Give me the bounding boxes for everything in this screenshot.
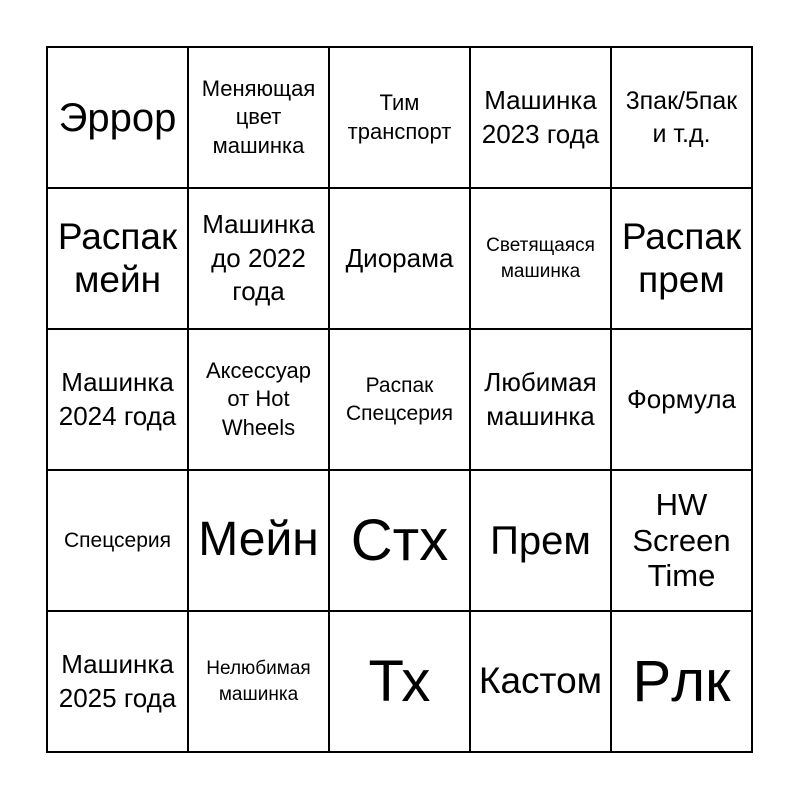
bingo-cell-r1-c3[interactable]	[329, 47, 470, 188]
bingo-cell-r2-c3[interactable]	[329, 188, 470, 329]
bingo-cell-text: Кастом	[478, 660, 603, 702]
bingo-cell-text: Любимая машинка	[484, 366, 597, 431]
bingo-cell-r2-c4[interactable]	[470, 188, 611, 329]
bingo-cell-text: Эррор	[58, 95, 177, 140]
bingo-cell-text: Спецсерия	[64, 528, 171, 552]
bingo-cell-r4-c1[interactable]	[47, 470, 188, 611]
bingo-cell-r1-c4[interactable]	[470, 47, 611, 188]
bingo-cell-text: Мейн	[198, 513, 319, 567]
bingo-cell-text: Машинка до 2022 года	[202, 208, 315, 307]
bingo-cell-r4-c4[interactable]	[470, 470, 611, 611]
bingo-cell-r3-c3[interactable]	[329, 329, 470, 470]
bingo-cell-text: Машинка 2025 года	[58, 648, 177, 713]
bingo-cell-r5-c1[interactable]	[47, 611, 188, 752]
bingo-cell-text: Меняющая цвет машинка	[201, 75, 316, 158]
bingo-cell-r5-c5[interactable]	[611, 611, 752, 752]
bingo-cell-r4-c3[interactable]	[329, 470, 470, 611]
bingo-cell-r1-c2[interactable]	[188, 47, 329, 188]
bingo-cell-text: Стх	[350, 507, 449, 573]
bingo-cell-r2-c1[interactable]	[47, 188, 188, 329]
bingo-cell-r5-c2[interactable]	[188, 611, 329, 752]
bingo-cell-r3-c2[interactable]	[188, 329, 329, 470]
bingo-cell-text: Распак Спецсерия	[346, 374, 453, 425]
bingo-cell-r2-c2[interactable]	[188, 188, 329, 329]
bingo-cell-r3-c1[interactable]	[47, 329, 188, 470]
bingo-cell-text: 3пак/5пак и т.д.	[625, 87, 738, 148]
bingo-cell-r5-c3[interactable]	[329, 611, 470, 752]
bingo-cell-r4-c5[interactable]	[611, 470, 752, 611]
bingo-cell-text: Машинка 2023 года	[481, 84, 600, 149]
bingo-cell-text: Рлк	[632, 648, 731, 714]
bingo-cell-r1-c1[interactable]	[47, 47, 188, 188]
bingo-cell-text: Формула	[627, 383, 736, 414]
bingo-cell-r2-c5[interactable]	[611, 188, 752, 329]
bingo-cell-text: Тх	[368, 648, 431, 714]
bingo-cell-r1-c5[interactable]	[611, 47, 752, 188]
bingo-cell-text: Прем	[490, 518, 591, 563]
bingo-cell-text: HW Screen Time	[632, 487, 731, 594]
bingo-cell-r3-c5[interactable]	[611, 329, 752, 470]
bingo-cell-r4-c2[interactable]	[188, 470, 329, 611]
bingo-cell-text: Диорама	[345, 242, 454, 273]
bingo-board	[46, 46, 753, 753]
bingo-cell-text: Машинка 2024 года	[58, 366, 177, 431]
bingo-cell-text: Нелюбимая машинка	[206, 657, 311, 705]
bingo-cell-text: Тим транспорт	[347, 89, 452, 144]
bingo-cell-text: Светящаяся машинка	[486, 234, 595, 282]
bingo-cell-r3-c4[interactable]	[470, 329, 611, 470]
bingo-cell-r5-c4[interactable]	[470, 611, 611, 752]
bingo-cell-text: Распак мейн	[57, 215, 178, 300]
bingo-cell-text: Распак прем	[621, 215, 742, 300]
bingo-cell-text: Аксессуар от Hot Wheels	[205, 357, 311, 440]
